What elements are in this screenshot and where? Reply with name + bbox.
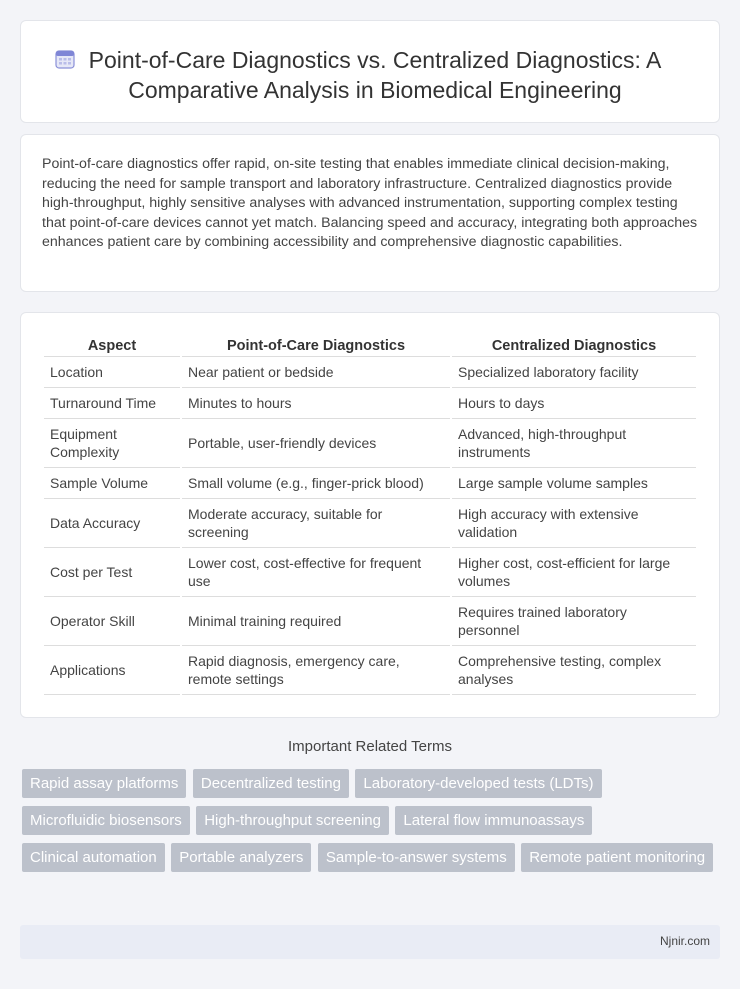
header-centralized: Centralized Diagnostics <box>452 333 696 357</box>
summary-text: Point-of-care diagnostics offer rapid, on-site testing that enables immediate clinical decision-making, reducing the need for sample transport and laboratory infrastructure. Centralized diagnostics provide high-throughput, highly sensitive analyses with advanced instrumentation, supporting complex testing that point-of-care devices cannot yet match. Balancing speed and accuracy, integrating both approaches enhances patient care by combining accessibility and comprehensive diagnostic capabilities. <box>42 156 698 251</box>
related-term-tag[interactable]: Rapid assay platforms <box>22 769 186 798</box>
cell-centralized: Comprehensive testing, complex analyses <box>452 646 696 695</box>
cell-point-of-care: Near patient or bedside <box>182 357 450 388</box>
related-term-tag[interactable]: Decentralized testing <box>193 769 349 798</box>
table-row <box>44 468 696 499</box>
related-term-tag[interactable]: Clinical automation <box>22 843 165 872</box>
cell-aspect: Location <box>44 357 180 388</box>
cell-centralized: High accuracy with extensive validation <box>452 499 696 548</box>
cell-point-of-care: Lower cost, cost-effective for frequent use <box>182 548 450 597</box>
table-row <box>44 388 696 419</box>
cell-centralized: Higher cost, cost-efficient for large volumes <box>452 548 696 597</box>
table-row <box>44 646 696 695</box>
table-row <box>44 357 696 388</box>
related-term-tag[interactable]: Remote patient monitoring <box>521 843 713 872</box>
cell-aspect: Turnaround Time <box>44 388 180 419</box>
cell-point-of-care: Small volume (e.g., finger-prick blood) <box>182 468 450 499</box>
header-aspect: Aspect <box>44 333 180 357</box>
cell-centralized: Advanced, high-throughput instruments <box>452 419 696 468</box>
cell-point-of-care: Portable, user-friendly devices <box>182 419 450 468</box>
cell-aspect: Operator Skill <box>44 597 180 646</box>
comparison-table-card <box>20 312 720 718</box>
table-row <box>44 499 696 548</box>
footer <box>20 925 720 959</box>
summary-card <box>20 134 720 292</box>
comparison-table <box>42 333 698 695</box>
cell-aspect: Data Accuracy <box>44 499 180 548</box>
related-term-tag[interactable]: Portable analyzers <box>171 843 311 872</box>
header-point-of-care: Point-of-Care Diagnostics <box>182 333 450 357</box>
table-row <box>44 548 696 597</box>
title-card <box>20 20 720 123</box>
table-row <box>44 419 696 468</box>
cell-centralized: Specialized laboratory facility <box>452 357 696 388</box>
cell-centralized: Large sample volume samples <box>452 468 696 499</box>
related-term-tag[interactable]: Lateral flow immunoassays <box>395 806 592 835</box>
related-term-tag[interactable]: Sample-to-answer systems <box>318 843 515 872</box>
cell-point-of-care: Minutes to hours <box>182 388 450 419</box>
cell-aspect: Equipment Complexity <box>44 419 180 468</box>
cell-aspect: Applications <box>44 646 180 695</box>
cell-point-of-care: Minimal training required <box>182 597 450 646</box>
cell-centralized: Hours to days <box>452 388 696 419</box>
cell-aspect: Cost per Test <box>44 548 180 597</box>
cell-point-of-care: Moderate accuracy, suitable for screening <box>182 499 450 548</box>
cell-centralized: Requires trained laboratory personnel <box>452 597 696 646</box>
related-terms-title: Important Related Terms <box>288 738 452 755</box>
related-terms-list <box>22 769 722 880</box>
related-term-tag[interactable]: High-throughput screening <box>196 806 389 835</box>
related-term-tag[interactable]: Microfluidic biosensors <box>22 806 190 835</box>
footer-site-link[interactable]: Njnir.com <box>659 934 710 948</box>
table-row <box>44 597 696 646</box>
cell-aspect: Sample Volume <box>44 468 180 499</box>
cell-point-of-care: Rapid diagnosis, emergency care, remote settings <box>182 646 450 695</box>
table-header-row <box>44 333 696 357</box>
page-title: Point-of-Care Diagnostics vs. Centralized Diagnostics: A Comparative Analysis in Biomedical Engineering <box>88 47 662 103</box>
related-term-tag[interactable]: Laboratory-developed tests (LDTs) <box>355 769 601 798</box>
